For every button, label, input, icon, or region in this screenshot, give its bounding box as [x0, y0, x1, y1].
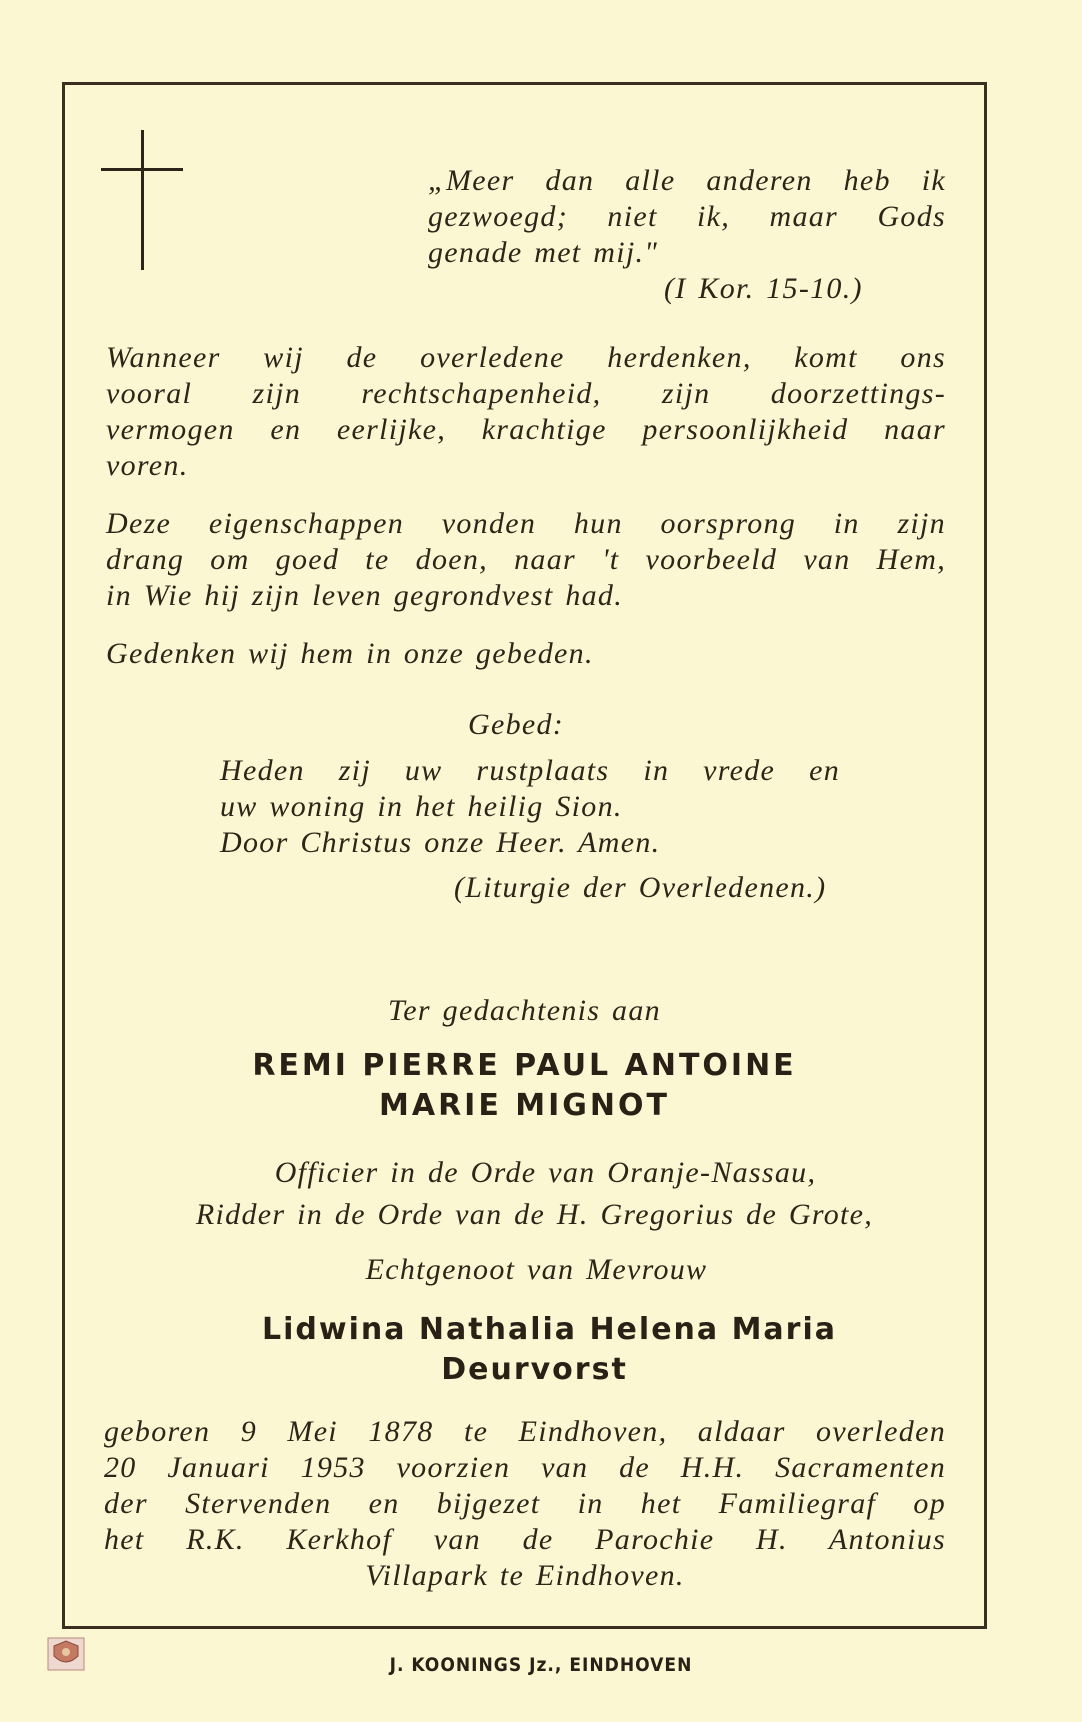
deceased-name-line: MARIE MIGNOT — [379, 1088, 670, 1123]
honor-line: Officier in de Orde van Oranje-Nassau, — [274, 1156, 817, 1189]
spouse-name-line: Deurvorst — [441, 1352, 628, 1387]
prayer-line: Door Christus onze Heer. Amen. — [220, 826, 661, 859]
bible-quote — [428, 163, 946, 307]
text-line: der Stervenden en bijgezet in het Familiegraf op — [104, 1487, 946, 1520]
text-line: Deze eigenschappen vonden hun oorsprong in zijn — [106, 507, 946, 540]
prayer-line: Heden zij uw rustplaats in vrede en — [220, 754, 840, 787]
quote-line: „Meer dan alle anderen heb ik — [428, 164, 946, 197]
prayer-line: uw woning in het heilig Sion. — [220, 790, 623, 823]
prayer-title: Gebed: — [468, 708, 565, 741]
printer-imprint: J. KOONINGS Jz., EINDHOVEN — [389, 1654, 693, 1676]
text-line: vermogen en eerlijke, krachtige persoonlijkheid naar — [106, 413, 946, 446]
quote-reference: (I Kor. 15-10.) — [664, 272, 863, 305]
deceased-name — [62, 1046, 987, 1126]
quote-line: genade met mij." — [428, 236, 659, 269]
text-line: het R.K. Kerkhof van de Parochie H. Antonius — [104, 1523, 946, 1556]
deceased-name-line: REMI PIERRE PAUL ANTOINE — [252, 1048, 797, 1083]
text-line: in Wie hij zijn leven gegrondvest had. — [106, 579, 624, 612]
text-line: vooral zijn rechtschapenheid, zijn doorzettings- — [106, 377, 946, 410]
text-line: 20 Januari 1953 voorzien van de H.H. Sacramenten — [104, 1451, 946, 1484]
memorial-intro: Ter gedachtenis aan — [388, 994, 661, 1027]
biography — [104, 1414, 946, 1594]
paragraph-qualities — [106, 506, 946, 614]
text-line: voren. — [106, 449, 189, 482]
prayer-source: (Liturgie der Overledenen.) — [454, 871, 827, 904]
paragraph-rectitude — [106, 340, 946, 484]
cross-icon — [101, 130, 183, 270]
text-line: Villapark te Eindhoven. — [365, 1559, 685, 1592]
text-line: drang om goed te doen, naar 't voorbeeld van Hem, — [106, 543, 946, 576]
paragraph-remember: Gedenken wij hem in onze gebeden. — [106, 637, 594, 670]
spouse-name — [62, 1310, 987, 1390]
spouse-name-line: Lidwina Nathalia Helena Maria — [261, 1312, 838, 1347]
spouse-intro: Echtgenoot van Mevrouw — [365, 1253, 708, 1286]
text-line: Wanneer wij de overledene herdenken, komt ons — [106, 341, 946, 374]
honor-line: Ridder in de Orde van de H. Gregorius de Grote, — [195, 1198, 874, 1231]
prayer-text — [220, 753, 840, 861]
text-line: geboren 9 Mei 1878 te Eindhoven, aldaar overleden — [104, 1415, 946, 1448]
honors — [62, 1152, 987, 1236]
quote-line: gezwoegd; niet ik, maar Gods — [428, 200, 946, 233]
